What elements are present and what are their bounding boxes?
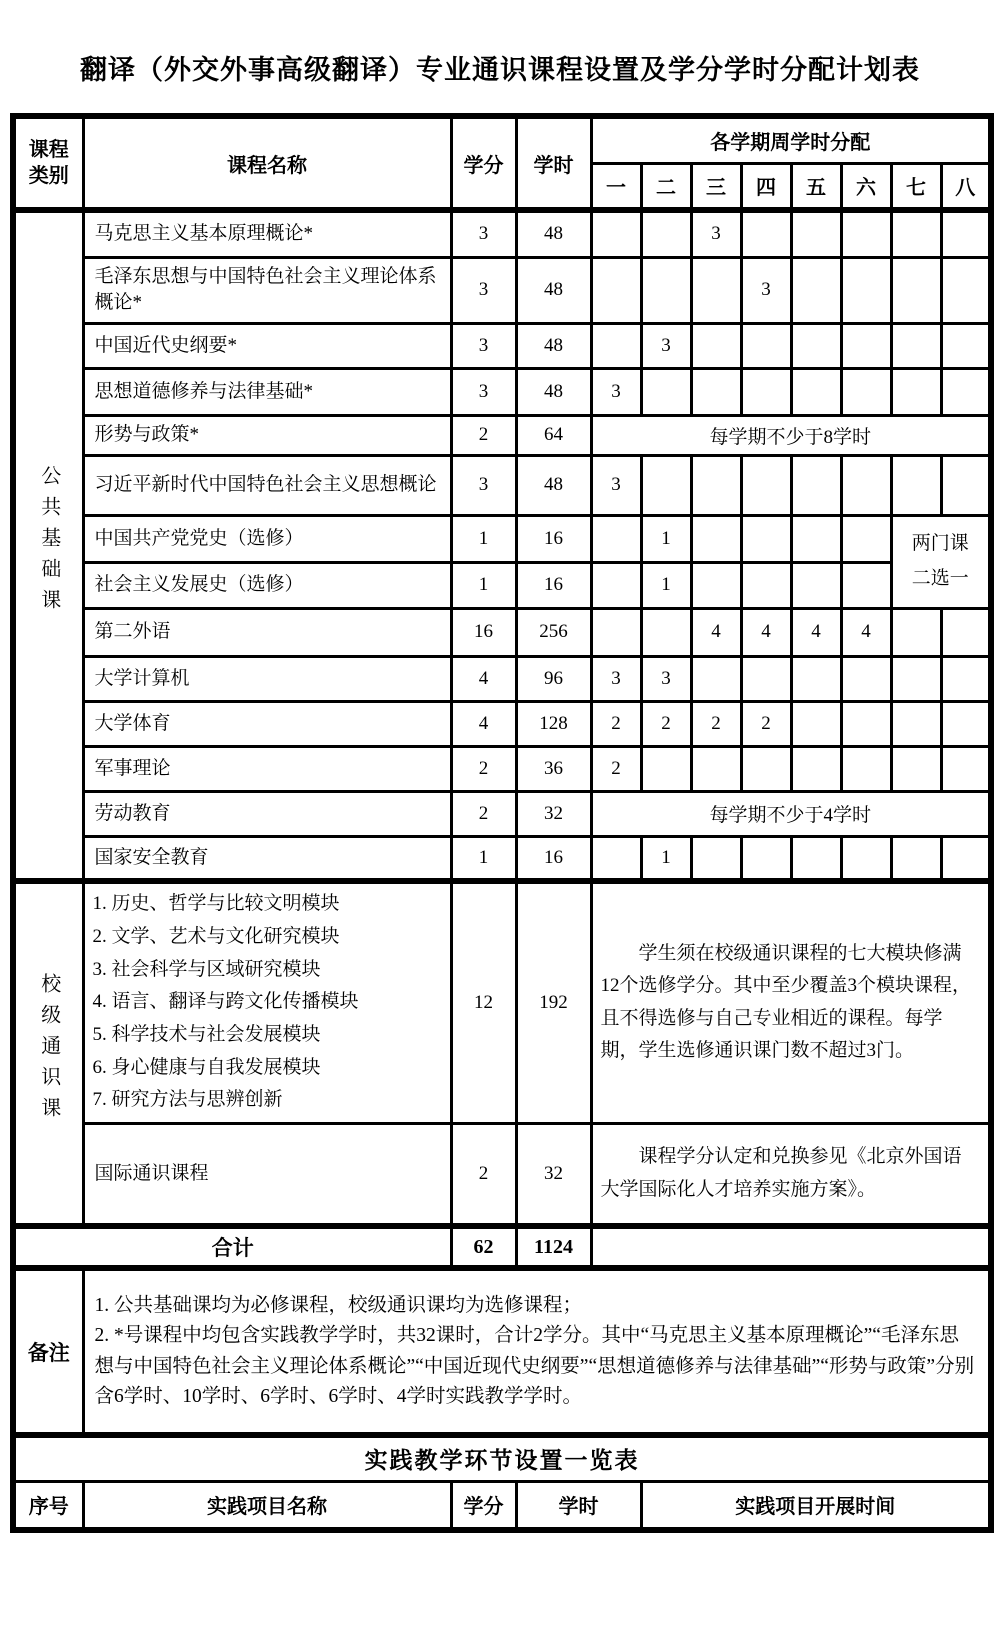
module-item: 1. 历史、哲学与比较文明模块 [92,893,340,915]
sem-cell [591,515,641,562]
credits-cell: 2 [451,1123,516,1226]
course-name: 马克思主义基本原理概论* [83,210,451,257]
sem-cell [741,562,791,608]
sem-cell [691,656,741,701]
section-label-public-basic: 公共基础课 [13,210,83,881]
sem-cell [691,455,741,515]
course-name: 国际通识课程 [83,1123,451,1226]
sem-cell [891,210,941,257]
practice-header-time: 实践项目开展时间 [641,1481,991,1530]
sem-cell [841,562,891,608]
remark-item: 2. *号课程中均包含实践教学学时，共32课时，合计2学分。其中“马克思主义基本原理概论”“毛泽东思想与中国特色社会主义理论体系概论”“中国近现代史纲要”“思想道德修养与法律基础”“形势与政策”分别含6学时、10学时、6学时、6学时、4学时实践教学学时。 [94,1325,975,1407]
sem-cell [841,323,891,368]
hours-cell: 48 [516,210,591,257]
hours-cell: 16 [516,562,591,608]
table-row [13,455,991,515]
header-sem-2: 二 [641,163,691,210]
credits-cell: 3 [451,455,516,515]
credits-cell: 1 [451,836,516,881]
remarks-label: 备注 [13,1268,83,1435]
sem-cell [941,323,991,368]
table-row [13,836,991,881]
sem-cell [941,455,991,515]
sem-cell: 3 [591,656,641,701]
sem-cell [941,210,991,257]
table-row [13,1123,991,1226]
hours-cell: 48 [516,257,591,323]
choice-note-line: 两门课 [911,533,969,555]
sem-cell: 2 [741,701,791,746]
credits-cell: 16 [451,608,516,656]
sem-cell [741,368,791,415]
hours-cell: 48 [516,323,591,368]
sem-cell [641,608,691,656]
module-item: 3. 社会科学与区域研究模块 [92,958,321,980]
general-modules-note: 学生须在校级通识课程的七大模块修满12个选修学分。其中至少覆盖3个模块课程，且不得选修与自己专业相近的课程。每学期，学生选修通识课门数不超过3门。 [591,881,991,1123]
sem-cell: 3 [641,656,691,701]
sem-cell [891,701,941,746]
header-course-name: 课程名称 [83,116,451,210]
header-credits: 学分 [451,116,516,210]
course-name: 大学计算机 [83,656,451,701]
practice-header-row [13,1481,991,1530]
sem-cell [891,836,941,881]
sem-cell: 3 [741,257,791,323]
credits-cell: 3 [451,210,516,257]
practice-header-project: 实践项目名称 [83,1481,451,1530]
course-name: 国家安全教育 [83,836,451,881]
table-row [13,368,991,415]
sem-cell [791,701,841,746]
sem-cell [841,368,891,415]
page-title: 翻译（外交外事高级翻译）专业通识课程设置及学分学时分配计划表 [80,55,920,85]
sem-cell [641,368,691,415]
module-item: 7. 研究方法与思辨创新 [92,1089,283,1111]
choice-note-line: 二选一 [911,567,969,589]
sem-cell [791,656,841,701]
sem-cell [941,608,991,656]
sem-cell [691,323,741,368]
table-row [13,415,991,455]
sem-cell: 3 [641,323,691,368]
sem-cell [791,210,841,257]
sem-cell [891,656,941,701]
sem-cell [891,257,941,323]
sem-span-note: 每学期不少于4学时 [591,791,991,836]
intl-course-note: 课程学分认定和兑换参见《北京外国语大学国际化人才培养实施方案》。 [591,1123,991,1226]
sem-cell [891,608,941,656]
sem-cell [841,455,891,515]
credits-cell: 4 [451,656,516,701]
sem-cell [941,836,991,881]
table-header-row-1 [13,116,991,163]
course-name: 习近平新时代中国特色社会主义思想概论 [83,455,451,515]
sem-cell [741,656,791,701]
course-name: 思想道德修养与法律基础* [83,368,451,415]
total-row [13,1226,991,1268]
hours-cell: 16 [516,515,591,562]
module-item: 2. 文学、艺术与文化研究模块 [92,926,340,948]
remark-item: 1. 公共基础课均为必修课程，校级通识课均为选修课程； [94,1295,583,1317]
hours-cell: 192 [516,881,591,1123]
sem-cell [641,257,691,323]
hours-cell: 256 [516,608,591,656]
header-category: 课程类别 [13,116,83,210]
hours-cell: 48 [516,368,591,415]
sem-cell [791,455,841,515]
sem-cell [841,746,891,791]
total-credits: 62 [451,1226,516,1268]
credits-cell: 3 [451,257,516,323]
practice-header-credits: 学分 [451,1481,516,1530]
section-label-general: 校级通识课 [13,881,83,1226]
table-row [13,515,991,562]
total-empty-cell [591,1226,991,1268]
header-hours: 学时 [516,116,591,210]
hours-cell: 128 [516,701,591,746]
sem-cell [941,746,991,791]
sem-cell [691,368,741,415]
sem-cell [841,656,891,701]
course-name: 形势与政策* [83,415,451,455]
credits-cell: 1 [451,515,516,562]
credits-cell: 12 [451,881,516,1123]
sem-cell: 2 [691,701,741,746]
module-item: 6. 身心健康与自我发展模块 [92,1056,321,1078]
practice-table-title: 实践教学环节设置一览表 [13,1435,991,1481]
module-list-cell [83,881,451,1123]
sem-cell: 2 [591,746,641,791]
course-name: 中国近代史纲要* [83,323,451,368]
sem-cell: 4 [791,608,841,656]
sem-cell [791,257,841,323]
credits-cell: 2 [451,746,516,791]
header-sem-8: 八 [941,163,991,210]
sem-cell [841,257,891,323]
course-name: 中国共产党党史（选修） [83,515,451,562]
remarks-content [83,1268,991,1435]
total-label: 合计 [13,1226,451,1268]
sem-cell [641,455,691,515]
sem-cell [941,701,991,746]
credits-cell: 3 [451,323,516,368]
sem-cell: 2 [641,701,691,746]
course-name: 社会主义发展史（选修） [83,562,451,608]
module-item: 4. 语言、翻译与跨文化传播模块 [92,991,359,1013]
table-row [13,881,991,1123]
sem-cell [591,836,641,881]
sem-cell: 4 [841,608,891,656]
sem-cell [891,455,941,515]
sem-cell [741,836,791,881]
header-sem-3: 三 [691,163,741,210]
practice-header-hours: 学时 [516,1481,641,1530]
sem-cell [741,323,791,368]
table-row [13,746,991,791]
sem-cell: 2 [591,701,641,746]
hours-cell: 32 [516,1123,591,1226]
table-row [13,323,991,368]
sem-cell [591,257,641,323]
hours-cell: 96 [516,656,591,701]
header-sem-6: 六 [841,163,891,210]
sem-cell [691,746,741,791]
header-sem-7: 七 [891,163,941,210]
sem-cell [691,562,741,608]
sem-cell [841,515,891,562]
remarks-row [13,1268,991,1435]
hours-cell: 32 [516,791,591,836]
sem-cell [641,210,691,257]
sem-cell [841,836,891,881]
sem-cell [791,323,841,368]
sem-cell [591,608,641,656]
sem-cell [691,836,741,881]
choice-note-cell [891,515,991,608]
course-name: 第二外语 [83,608,451,656]
sem-cell [791,368,841,415]
header-sem-1: 一 [591,163,641,210]
table-row [13,210,991,257]
sem-cell [741,210,791,257]
sem-cell [841,701,891,746]
sem-cell: 3 [591,455,641,515]
course-name: 大学体育 [83,701,451,746]
sem-cell [791,836,841,881]
sem-cell: 3 [691,210,741,257]
sem-span-note: 每学期不少于8学时 [591,415,991,455]
table-row [13,608,991,656]
sem-cell [791,515,841,562]
module-item: 5. 科学技术与社会发展模块 [92,1024,321,1046]
sem-cell: 1 [641,836,691,881]
practice-header-no: 序号 [13,1481,83,1530]
sem-cell [641,746,691,791]
sem-cell [891,368,941,415]
sem-cell [841,210,891,257]
sem-cell [691,515,741,562]
sem-cell [741,746,791,791]
sem-cell [791,562,841,608]
table-row [13,791,991,836]
curriculum-table [10,113,994,1533]
sem-cell [591,210,641,257]
sem-cell: 4 [691,608,741,656]
sem-cell: 1 [641,562,691,608]
hours-cell: 64 [516,415,591,455]
hours-cell: 16 [516,836,591,881]
header-sem-5: 五 [791,163,841,210]
credits-cell: 1 [451,562,516,608]
sem-cell [891,323,941,368]
credits-cell: 4 [451,701,516,746]
sem-cell [941,368,991,415]
sem-cell [591,323,641,368]
total-hours: 1124 [516,1226,591,1268]
credits-cell: 3 [451,368,516,415]
table-row [13,257,991,323]
sem-cell: 4 [741,608,791,656]
course-name: 毛泽东思想与中国特色社会主义理论体系概论* [83,257,451,323]
sem-cell [741,455,791,515]
course-name: 军事理论 [83,746,451,791]
table-row [13,701,991,746]
sem-cell [741,515,791,562]
practice-title-row [13,1435,991,1481]
hours-cell: 48 [516,455,591,515]
sem-cell: 1 [641,515,691,562]
header-semester-dist: 各学期周学时分配 [591,116,991,163]
table-row [13,656,991,701]
sem-cell [791,746,841,791]
sem-cell [691,257,741,323]
course-name: 劳动教育 [83,791,451,836]
hours-cell: 36 [516,746,591,791]
sem-cell: 3 [591,368,641,415]
credits-cell: 2 [451,415,516,455]
sem-cell [941,257,991,323]
table-row [13,562,991,608]
sem-cell [941,656,991,701]
sem-cell [891,746,941,791]
header-sem-4: 四 [741,163,791,210]
credits-cell: 2 [451,791,516,836]
sem-cell [591,562,641,608]
